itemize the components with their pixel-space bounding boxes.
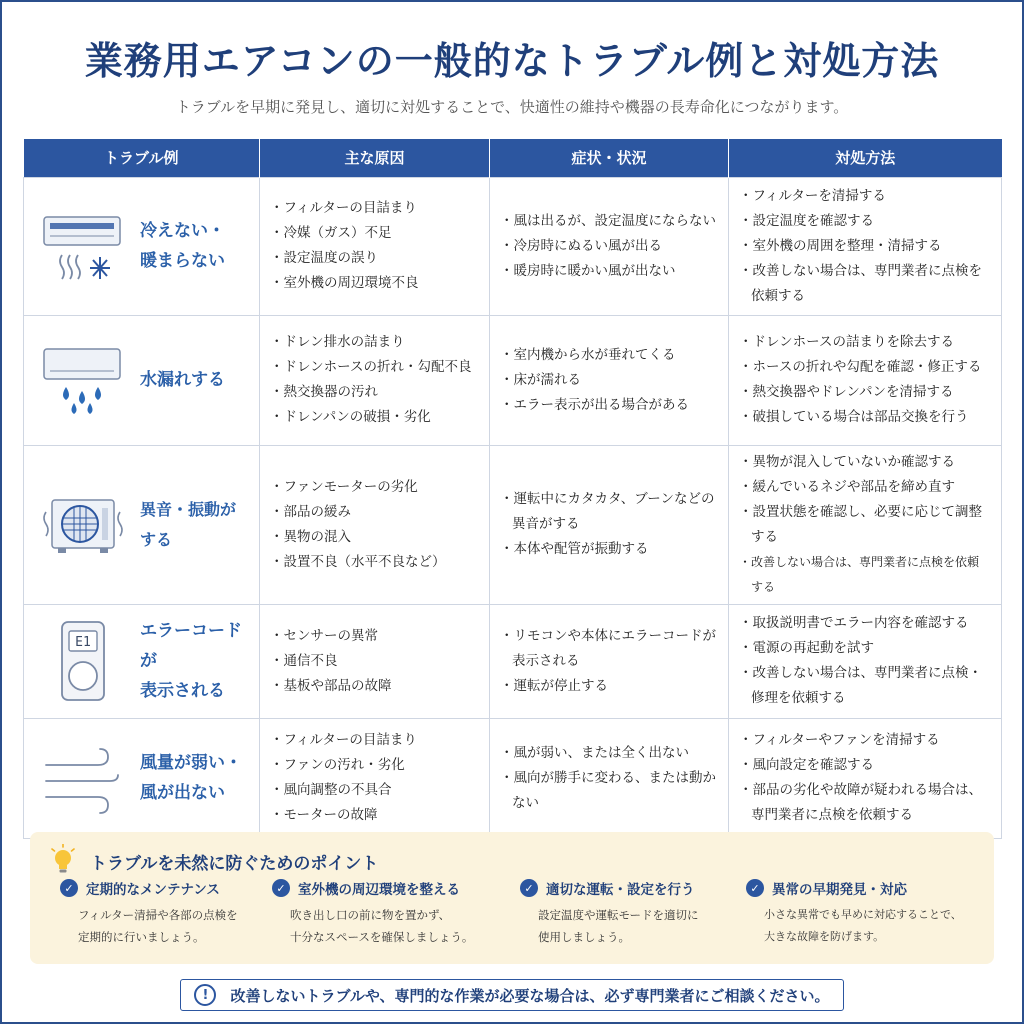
list-item: ・ センサーの異常: [270, 624, 479, 649]
table-row: [24, 604, 1002, 718]
weak-airflow-icon: [40, 735, 126, 821]
check-icon: ✓: [746, 879, 764, 897]
ac-water-leak-icon: [40, 337, 126, 423]
cause-cell: [260, 445, 490, 604]
list-item: ・ 風が弱い、または全く出ない: [500, 741, 718, 766]
list-item: ・ 部品の緩み: [270, 500, 479, 525]
list-item: ・ 運転が停止する: [500, 674, 718, 699]
list-item: ・ フィルターやファンを清掃する: [739, 728, 991, 753]
list-item: ・ 部品の劣化や故障が疑われる場合は、専門業者に点検を依頼する: [739, 778, 991, 828]
trouble-label: 異音・振動がする: [140, 499, 237, 549]
symptom-cell: [490, 445, 729, 604]
table-row: [24, 315, 1002, 445]
cause-cell: [260, 177, 490, 315]
symptom-cell: [490, 604, 729, 718]
list-item: ・ 冷媒（ガス）不足: [270, 221, 479, 246]
list-item: ・ 暖房時に暖かい風が出ない: [500, 259, 718, 284]
tip-title: 定期的なメンテナンス: [86, 882, 220, 898]
column-header-cause: 主な原因: [260, 139, 490, 177]
list-item: ・ 緩んでいるネジや部品を締め直す: [739, 475, 991, 500]
tip-body: 小さな異常でも早めに対応することで、 大きな故障を防げます。: [764, 908, 962, 943]
list-item: ・ 設定温度を確認する: [739, 209, 991, 234]
exclamation-icon: !: [194, 984, 216, 1006]
list-item: ・ 改善しない場合は、専門業者に点検・修理を依頼する: [739, 661, 991, 711]
ac-hot-cold-icon: [40, 203, 126, 289]
list-item: ・ 室内機から水が垂れてくる: [500, 343, 718, 368]
list-item: ・ 本体や配管が振動する: [500, 537, 718, 562]
trouble-cell: [24, 177, 260, 315]
tip-title: 室外機の周辺環境を整える: [298, 882, 460, 898]
list-item: ・ 改善しない場合は、専門業者に点検を依頼する: [739, 259, 991, 309]
list-item: ・ 室外機の周囲を整理・清掃する: [739, 234, 991, 259]
list-item: ・ 改善しない場合は、専門業者に点検を依頼する: [739, 550, 991, 600]
trouble-cell: [24, 718, 260, 838]
list-item: ・ ドレン排水の詰まり: [270, 330, 479, 355]
trouble-cell: [24, 445, 260, 604]
tip-body: 設定温度や運転モードを適切に 使用しましょう。: [538, 908, 699, 944]
list-item: ・ モーターの故障: [270, 803, 479, 828]
list-item: ・ 風向が勝手に変わる、または動かない: [500, 766, 718, 816]
check-icon: ✓: [520, 879, 538, 897]
page-subtitle: トラブルを早期に発見し、適切に対処することで、快適性の維持や機器の長寿命化につながります。: [175, 98, 849, 116]
list-item: ・ フィルターを清掃する: [739, 184, 991, 209]
page-title: 業務用エアコンの一般的なトラブル例と対処方法: [84, 39, 940, 83]
list-item: ・ 異物が混入していないか確認する: [739, 450, 991, 475]
tip-body: 吹き出し口の前に物を置かず、 十分なスペースを確保しましょう。: [290, 908, 474, 944]
lightbulb-icon: [50, 844, 76, 878]
list-item: ・ 設置不良（水平不良など）: [270, 550, 479, 575]
check-icon: ✓: [272, 879, 290, 897]
list-item: ・ 冷房時にぬるい風が出る: [500, 234, 718, 259]
trouble-cell: [24, 604, 260, 718]
list-item: ・ 運転中にカタカタ、ブーンなどの異音がする: [500, 487, 718, 537]
prevention-tips-panel: [30, 832, 994, 964]
tips-title: トラブルを未然に防ぐためのポイント: [90, 853, 379, 874]
list-item: ・ 風は出るが、設定温度にならない: [500, 209, 718, 234]
list-item: ・ 基板や部品の故障: [270, 674, 479, 699]
list-item: ・ 電源の再起動を試す: [739, 636, 991, 661]
tip-item: [60, 878, 292, 948]
outdoor-unit-vibration-icon: [40, 482, 126, 568]
list-item: ・ 室外機の周辺環境不良: [270, 271, 479, 296]
action-cell: [729, 177, 1002, 315]
check-icon: ✓: [60, 879, 78, 897]
list-item: ・ 破損している場合は部品交換を行う: [739, 405, 991, 430]
column-header-trouble: トラブル例: [24, 139, 260, 177]
error-code-remote-icon: [40, 618, 126, 704]
column-header-action: 対処方法: [729, 139, 1002, 177]
table-row: [24, 177, 1002, 315]
list-item: ・ 異物の混入: [270, 525, 479, 550]
list-item: ・ リモコンや本体にエラーコードが表示される: [500, 624, 718, 674]
tip-body: フィルター清掃や各部の点検を 定期的に行いましょう。: [78, 908, 238, 944]
tip-item: [272, 878, 504, 948]
list-item: ・ 風向設定を確認する: [739, 753, 991, 778]
symptom-cell: [490, 177, 729, 315]
list-item: ・ 設定温度の誤り: [270, 246, 479, 271]
trouble-label: 水漏れする: [140, 370, 225, 390]
list-item: ・ ファンの汚れ・劣化: [270, 753, 479, 778]
tip-title: 異常の早期発見・対応: [772, 882, 907, 898]
trouble-label: 冷えない・ 暖まらない: [140, 221, 225, 271]
list-item: ・ ファンモーターの劣化: [270, 475, 479, 500]
table-row: [24, 718, 1002, 838]
trouble-label: エラーコードが 表示される: [140, 621, 242, 701]
trouble-label: 風量が弱い・ 風が出ない: [140, 753, 242, 803]
cause-cell: [260, 718, 490, 838]
list-item: ・ ドレンホースの折れ・勾配不良: [270, 355, 479, 380]
tip-item: [520, 878, 752, 948]
list-item: ・ ホースの折れや勾配を確認・修正する: [739, 355, 991, 380]
action-cell: [729, 718, 1002, 838]
trouble-cell: [24, 315, 260, 445]
list-item: ・ 取扱説明書でエラー内容を確認する: [739, 611, 991, 636]
symptom-cell: [490, 315, 729, 445]
list-item: ・ 熱交換器やドレンパンを清掃する: [739, 380, 991, 405]
tip-item: [746, 878, 986, 948]
notice-banner: [180, 979, 844, 1011]
tip-title: 適切な運転・設定を行う: [546, 882, 695, 898]
list-item: ・ ドレンパンの破損・劣化: [270, 405, 479, 430]
list-item: ・ フィルターの目詰まり: [270, 728, 479, 753]
list-item: ・ 風向調整の不具合: [270, 778, 479, 803]
notice-text: 改善しないトラブルや、専門的な作業が必要な場合は、必ず専門業者にご相談ください。: [230, 986, 830, 1005]
cause-cell: [260, 604, 490, 718]
display-code: E1: [75, 635, 91, 650]
symptom-cell: [490, 718, 729, 838]
action-cell: [729, 315, 1002, 445]
list-item: ・ 通信不良: [270, 649, 479, 674]
column-header-symptom: 症状・状況: [490, 139, 729, 177]
list-item: ・ エラー表示が出る場合がある: [500, 393, 718, 418]
action-cell: [729, 604, 1002, 718]
list-item: ・ 設置状態を確認し、必要に応じて調整する: [739, 500, 991, 550]
table-row: [24, 445, 1002, 604]
table-header-row: [24, 139, 1002, 177]
cause-cell: [260, 315, 490, 445]
trouble-table: [23, 139, 1002, 839]
list-item: ・ ドレンホースの詰まりを除去する: [739, 330, 991, 355]
list-item: ・ フィルターの目詰まり: [270, 196, 479, 221]
list-item: ・ 床が濡れる: [500, 368, 718, 393]
action-cell: [729, 445, 1002, 604]
list-item: ・ 熱交換器の汚れ: [270, 380, 479, 405]
